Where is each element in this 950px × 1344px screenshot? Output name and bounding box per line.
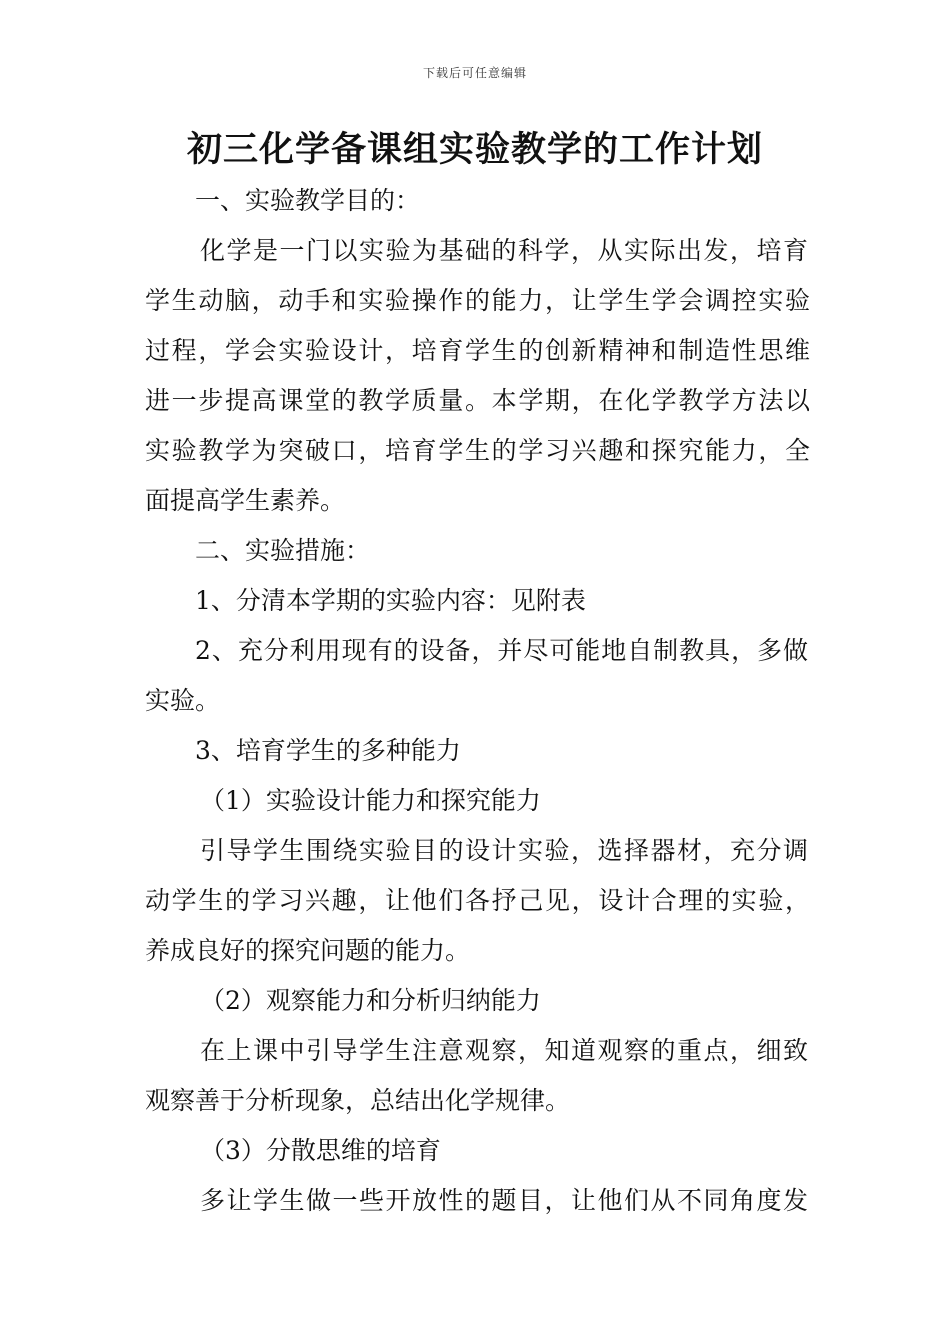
- paragraph-line: 引导学生围绕实验目的设计实验，选择器材，充分调: [200, 836, 808, 865]
- sub-heading: （3）分散思维的培育: [200, 1136, 441, 1165]
- section-heading-1: 一、实验教学目的：: [195, 186, 421, 215]
- paragraph-line: 养成良好的探究问题的能力。: [145, 936, 471, 965]
- list-item: 2、充分利用现有的设备，并尽可能地自制教具，多做: [195, 636, 808, 665]
- list-item: 1、分清本学期的实验内容：见附表: [195, 586, 586, 615]
- paragraph-line: 化学是一门以实验为基础的科学，从实际出发，培育: [200, 236, 808, 265]
- paragraph-line: 面提高学生素养。: [145, 486, 346, 515]
- paragraph-line: 动学生的学习兴趣，让他们各抒己见，设计合理的实验，: [145, 886, 810, 915]
- list-item: 3、培育学生的多种能力: [195, 736, 461, 765]
- paragraph-line: 进一步提高课堂的教学质量。本学期，在化学教学方法以: [145, 386, 810, 415]
- paragraph-line: 过程，学会实验设计，培育学生的创新精神和制造性思维: [145, 336, 810, 365]
- sub-heading: （2）观察能力和分析归纳能力: [200, 986, 541, 1015]
- paragraph-line: 实验。: [145, 686, 221, 715]
- sub-heading: （1）实验设计能力和探究能力: [200, 786, 541, 815]
- document-title: 初三化学备课组实验教学的工作计划: [186, 130, 763, 170]
- paragraph-line: 在上课中引导学生注意观察，知道观察的重点，细致: [200, 1036, 808, 1065]
- paragraph-line: 多让学生做一些开放性的题目，让他们从不同角度发: [200, 1186, 808, 1215]
- paragraph-line: 实验教学为突破口，培育学生的学习兴趣和探究能力，全: [145, 436, 810, 465]
- paragraph-line: 观察善于分析现象，总结出化学规律。: [145, 1086, 571, 1115]
- section-heading-2: 二、实验措施：: [195, 536, 371, 565]
- paragraph-line: 学生动脑，动手和实验操作的能力，让学生学会调控实验: [145, 286, 810, 315]
- page-header-note: 下载后可任意编辑: [422, 66, 527, 80]
